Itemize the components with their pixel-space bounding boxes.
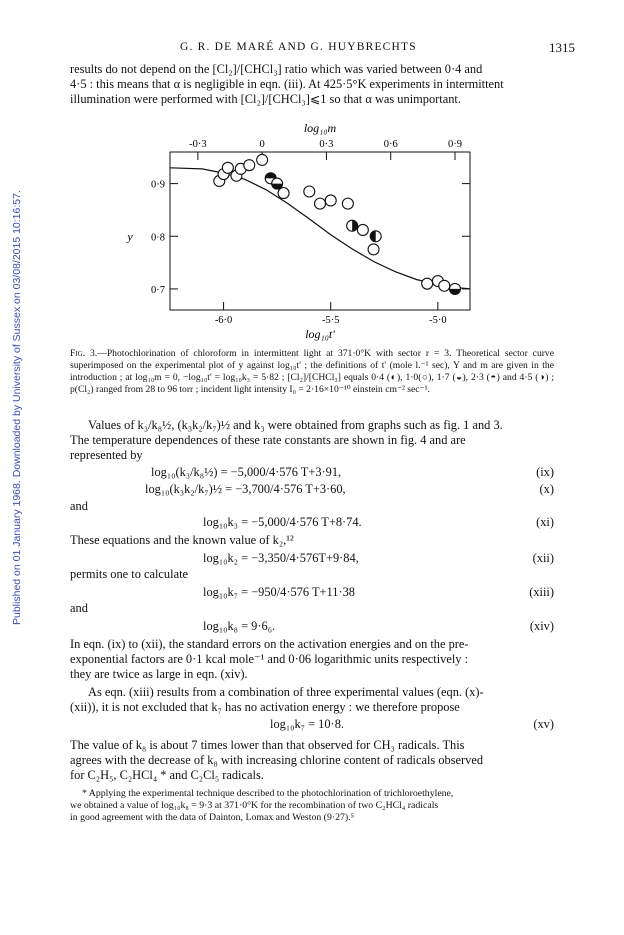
footnote-line: we obtained a value of log₁₀k₈ = 9·3 at 371·0°K for the recombination of two C₂HCl₄ radicals — [70, 800, 439, 811]
data-point-open — [244, 160, 255, 171]
equation-xii: log₁₀k₂ = −3,350/4·576T+9·84, — [203, 551, 359, 565]
page-number: 1315 — [549, 40, 575, 55]
data-point-fill — [450, 289, 461, 295]
text-line: agrees with the decrease of k₈ with increasing chlorine content of radicals observed — [70, 753, 484, 767]
equation-ix: log₁₀(k₃/k₈½) = −5,000/4·576 T+3·91, — [151, 465, 342, 479]
text-line: The value of k₈ is about 7 times lower than that observed for CH₃ radicals. This — [70, 738, 465, 752]
equation-number-xiii: (xiii) — [529, 585, 554, 599]
equation-number-xi: (xi) — [536, 515, 554, 529]
text-line: illumination were performed with [Cl₂]/[CHCl₃]⩽1 so that α was unimportant. — [70, 92, 461, 106]
chart-svg — [110, 120, 510, 345]
text-line: Values of k₃/k₈½, (k₃k₂/k₇)½ and k₃ were obtained from graphs such as fig. 1 and 3. — [88, 418, 503, 432]
footnote — [70, 788, 554, 824]
paragraph-activation — [70, 685, 554, 715]
y-axis-label: y — [127, 229, 133, 244]
equation-xiv: log₁₀k₈ = 9·6₆. — [203, 619, 276, 633]
top-tick-label: 0·9 — [448, 139, 462, 150]
data-point-open — [325, 195, 336, 206]
caption-text: —Photochlorination of chloroform in intermittent light at 371·0°K with sector r = 3. Theoretical sector curve superimposed on the experimental plot of y against log₁₀t' ; the definitions of t' (mole l.⁻¹ sec), Y and m are given in the introduction ; at log₁₀m = 0, −log₁₀t' = log₁₀k₃ = 5·82 ; [Cl₂]/[CHCl₃] equals 0·4 (◐), 1·0(○), 1·7 (◒), 2·3 (◓) and 4·5 (◑) ; p(Cl₂) ranged from 28 to 96 torr ; incident light intensity I₀ = 2·16×10⁻¹⁰ einstein cm⁻² sec⁻¹. — [70, 348, 554, 395]
equation-number-ix: (ix) — [536, 465, 554, 479]
top-tick-label: 0·3 — [319, 139, 334, 150]
data-point-open — [368, 244, 379, 255]
y-tick-label: 0·9 — [151, 179, 165, 191]
paragraph-errors — [70, 637, 554, 682]
data-point-open — [342, 198, 353, 209]
equation-number-x: (x) — [539, 482, 554, 496]
text-line: (xii)), it is not excluded that k₇ has no activation energy : we therefore propose — [70, 700, 460, 714]
text-line: The temperature dependences of these rate constants are shown in fig. 4 and are — [70, 433, 466, 447]
data-point-open — [357, 224, 368, 235]
text-line: for C₂H₅, C₂HCl₄ * and C₂Cl₅ radicals. — [70, 768, 264, 782]
download-watermark — [0, 0, 22, 935]
text-permits: permits one to calculate — [70, 567, 189, 581]
theoretical-curve — [170, 168, 470, 289]
y-tick-label: 0·8 — [151, 232, 165, 244]
text-line: results do not depend on the [Cl₂]/[CHCl₃] ratio which was varied between 0·4 and — [70, 62, 483, 76]
paragraph-results — [70, 62, 554, 107]
equation-xiii: log₁₀k₇ = −950/4·576 T+11·38 — [203, 585, 355, 599]
header-authors: G. R. DE MARÉ AND G. HUYBRECHTS — [180, 41, 417, 53]
equation-number-xv: (xv) — [533, 717, 554, 731]
figure-caption — [70, 348, 554, 396]
bottom-axis-label: log₁₀t' — [305, 327, 335, 341]
word-and: and — [70, 499, 88, 513]
equation-number-xiv: (xiv) — [529, 619, 554, 633]
bottom-tick-label: -5·5 — [321, 315, 340, 326]
bottom-tick-label: -5·0 — [429, 315, 447, 326]
data-point-open — [315, 198, 326, 209]
caption-label: Fig. 3. — [70, 348, 98, 359]
top-tick-label: 0 — [259, 139, 265, 150]
data-point-open — [222, 162, 233, 173]
equation-number-xii: (xii) — [532, 551, 554, 565]
text-line: exponential factors are 0·1 kcal mole⁻¹ and 0·06 logarithmic units respectively : — [70, 652, 469, 666]
download-watermark-text: Published on 01 January 1968. Downloaded by University of Sussex on 03/08/2015 10:16:57. — [11, 190, 23, 625]
top-tick-label: -0·3 — [189, 139, 207, 150]
text-line: 4·5 : this means that α is negligible in eqn. (iii). At 425·5°K experiments in intermittent — [70, 77, 504, 91]
data-point-fill — [265, 173, 276, 178]
text-line: represented by — [70, 448, 143, 462]
figure-3-chart — [110, 120, 510, 345]
data-point-fill — [370, 231, 376, 242]
paragraph-k8 — [70, 738, 554, 783]
data-point-open — [439, 280, 450, 291]
equation-xi: log₁₀k₃ = −5,000/4·576 T+8·74. — [203, 515, 362, 529]
word-and: and — [70, 601, 88, 615]
text-line: they are twice as large in eqn. (xiv). — [70, 667, 248, 681]
footnote-line: * Applying the experimental technique described to the photochlorination of trichloroethylene, — [82, 788, 454, 799]
data-point-open — [304, 186, 315, 197]
data-point-open — [422, 278, 433, 289]
equation-x: log₁₀(k₃k₂/k₇)½ = −3,700/4·576 T+3·60, — [145, 482, 346, 496]
y-tick-label: 0·7 — [151, 284, 165, 296]
bottom-tick-label: -6·0 — [214, 315, 233, 326]
footnote-line: in good agreement with the data of Dainton, Lomax and Weston (9·27).⁵ — [70, 812, 355, 823]
text-line: As eqn. (xiii) results from a combination of three experimental values (eqn. (x)- — [88, 685, 484, 699]
data-point-open — [257, 154, 268, 165]
top-tick-label: 0·6 — [383, 139, 398, 150]
text-line: In eqn. (ix) to (xii), the standard errors on the activation energies and on the pre- — [70, 637, 469, 651]
equation-xv: log₁₀k₇ = 10·8. — [270, 717, 344, 731]
data-point-open — [278, 188, 289, 199]
paragraph-values — [70, 418, 554, 463]
data-point-fill — [352, 220, 358, 231]
text-these-equations: These equations and the known value of k₂,¹² — [70, 533, 294, 547]
top-axis-label: log₁₀m — [303, 121, 337, 135]
